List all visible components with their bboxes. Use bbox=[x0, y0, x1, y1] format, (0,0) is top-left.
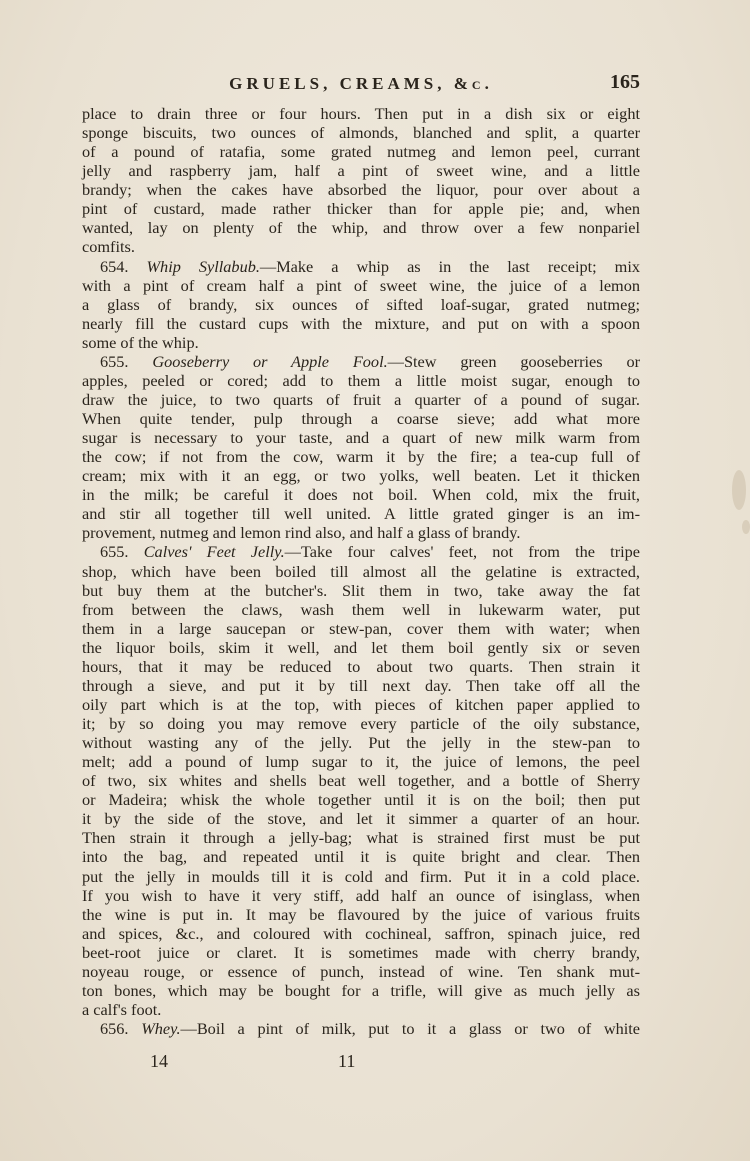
text-line: Then strain it through a jelly-bag; what is strained first must be put bbox=[82, 828, 640, 848]
text-line: place to drain three or four hours. Then put in a dish six or eight bbox=[82, 104, 640, 123]
text-line: into the bag, and repeated until it is quite bright and clear. Then bbox=[82, 847, 640, 867]
text-line: in the milk; be careful it does not boil. When cold, mix the fruit, bbox=[82, 485, 640, 505]
recipe-656-heading-line: 656. Whey.—Boil a pint of milk, put to it a glass or two of white bbox=[100, 1019, 641, 1038]
text-line: provement, nutmeg and lemon rind also, and half a glass of brandy. bbox=[82, 523, 521, 543]
text-line: or Madeira; whisk the whole together until it is on the boil; then put bbox=[82, 790, 640, 810]
text-line: pint of custard, made rather thicker than for apple pie; and, when bbox=[82, 199, 640, 219]
text-line: with a pint of cream half a pint of sweet wine, the juice of a lemon bbox=[82, 275, 640, 295]
signature-mark-left: 14 bbox=[150, 1051, 168, 1071]
text-line: ton bones, which may be bought for a trifle, will give as much jelly as bbox=[82, 980, 640, 1000]
text-line: it; by so doing you may remove every particle of the oily substance, bbox=[82, 714, 640, 733]
page-number: 165 bbox=[610, 71, 640, 93]
text-line: it by the side of the stove, and let it simmer a quarter of an hour. bbox=[82, 809, 640, 829]
text-line: put the jelly in moulds till it is cold and firm. Put it in a cold place. bbox=[82, 866, 640, 886]
text-line: brandy; when the cakes have absorbed the liquor, pour over about a bbox=[82, 180, 640, 200]
text-line: noyeau rouge, or essence of punch, instead of wine. Ten shank mut- bbox=[82, 961, 640, 981]
running-title: GRUELS, CREAMS, &c. bbox=[229, 74, 493, 93]
text-line: and spices, &c., and coloured with cochineal, saffron, spinach juice, red bbox=[82, 923, 640, 943]
paper-stain bbox=[732, 470, 746, 510]
text-line: nearly fill the custard cups with the mixture, and put on with a spoon bbox=[82, 313, 640, 333]
text-line: the liquor boils, skim it well, and let them boil gently six or seven bbox=[82, 637, 640, 657]
text-line: If you wish to have it very stiff, add half an ounce of isinglass, when bbox=[82, 885, 640, 905]
text-line: When quite tender, pulp through a coarse sieve; add what more bbox=[82, 409, 640, 428]
text-line: wanted, lay on plenty of the whip, and throw over a few nonpariel bbox=[82, 218, 640, 238]
text-line: comfits. bbox=[82, 237, 135, 257]
text-line: a glass of brandy, six ounces of sifted loaf-sugar, grated nutmeg; bbox=[82, 294, 640, 314]
body-text bbox=[82, 104, 640, 1038]
text-line: shop, which have been boiled till almost all the gelatine is extracted, bbox=[82, 561, 640, 581]
text-line: apples, peeled or cored; add to them a little moist sugar, enough to bbox=[82, 370, 640, 390]
text-line: through a sieve, and put it by till next day. Then take off all the bbox=[82, 675, 640, 695]
paper-stain bbox=[742, 520, 750, 534]
text-line: hours, that it may be reduced to about two quarts. Then strain it bbox=[82, 656, 640, 676]
text-line: melt; add a pound of lump sugar to it, the juice of lemons, the peel bbox=[82, 752, 640, 772]
recipe-title: Whip Syllabub. bbox=[146, 256, 260, 276]
recipe-655b-heading-line: 655. Calves' Feet Jelly.—Take four calves' feet, not from the tripe bbox=[100, 542, 641, 562]
text-line: and stir all together till well united. A little grated ginger is an im- bbox=[82, 504, 640, 524]
text-line: but buy them at the butcher's. Slit them in two, take away the fat bbox=[82, 580, 640, 600]
text-line: sponge biscuits, two ounces of almonds, blanched and split, a quarter bbox=[82, 123, 640, 143]
text-line: the wine is put in. It may be flavoured by the juice of various fruits bbox=[82, 904, 640, 924]
text-line: a calf's foot. bbox=[82, 999, 162, 1019]
signature-mark-right: 11 bbox=[338, 1051, 356, 1071]
text-line: without wasting any of the jelly. Put the jelly in the stew-pan to bbox=[82, 733, 640, 753]
text-line: jelly and raspberry jam, half a pint of sweet wine, and a little bbox=[82, 161, 640, 181]
text-line: the cow; if not from the cow, warm it by the fire; a tea-cup full of bbox=[82, 447, 640, 467]
text-line: cream; mix with it an egg, or two yolks, well beaten. Let it thicken bbox=[82, 466, 640, 486]
signature-marks bbox=[150, 1051, 410, 1073]
running-header bbox=[82, 71, 640, 100]
text-line: from between the claws, wash them well in lukewarm water, put bbox=[82, 599, 640, 619]
text-line: them in a large saucepan or stew-pan, cover them with water; when bbox=[82, 618, 640, 638]
recipe-655-heading-line: 655. Gooseberry or Apple Fool.—Stew green gooseberries or bbox=[100, 351, 641, 371]
recipe-title: Calves' Feet Jelly. bbox=[143, 542, 285, 562]
text-line: of two, six whites and shells beat well together, and a bottle of Sherry bbox=[82, 771, 640, 791]
text-line: of a pound of ratafia, some grated nutmeg and lemon peel, currant bbox=[82, 142, 640, 162]
text-line: sugar is necessary to your taste, and a quart of new milk warm from bbox=[82, 428, 640, 448]
text-line: draw the juice, to two quarts of fruit a quarter of a pound of sugar. bbox=[82, 389, 640, 409]
text-line: oily part which is at the top, with pieces of kitchen paper applied to bbox=[82, 694, 640, 714]
recipe-title: Whey. bbox=[141, 1019, 181, 1038]
text-line: some of the whip. bbox=[82, 332, 199, 352]
recipe-title: Gooseberry or Apple Fool. bbox=[152, 351, 388, 371]
text-line: beet-root juice or claret. It is sometimes made with cherry brandy, bbox=[82, 942, 640, 962]
recipe-654-heading-line: 654. Whip Syllabub.—Make a whip as in the last receipt; mix bbox=[100, 256, 640, 276]
